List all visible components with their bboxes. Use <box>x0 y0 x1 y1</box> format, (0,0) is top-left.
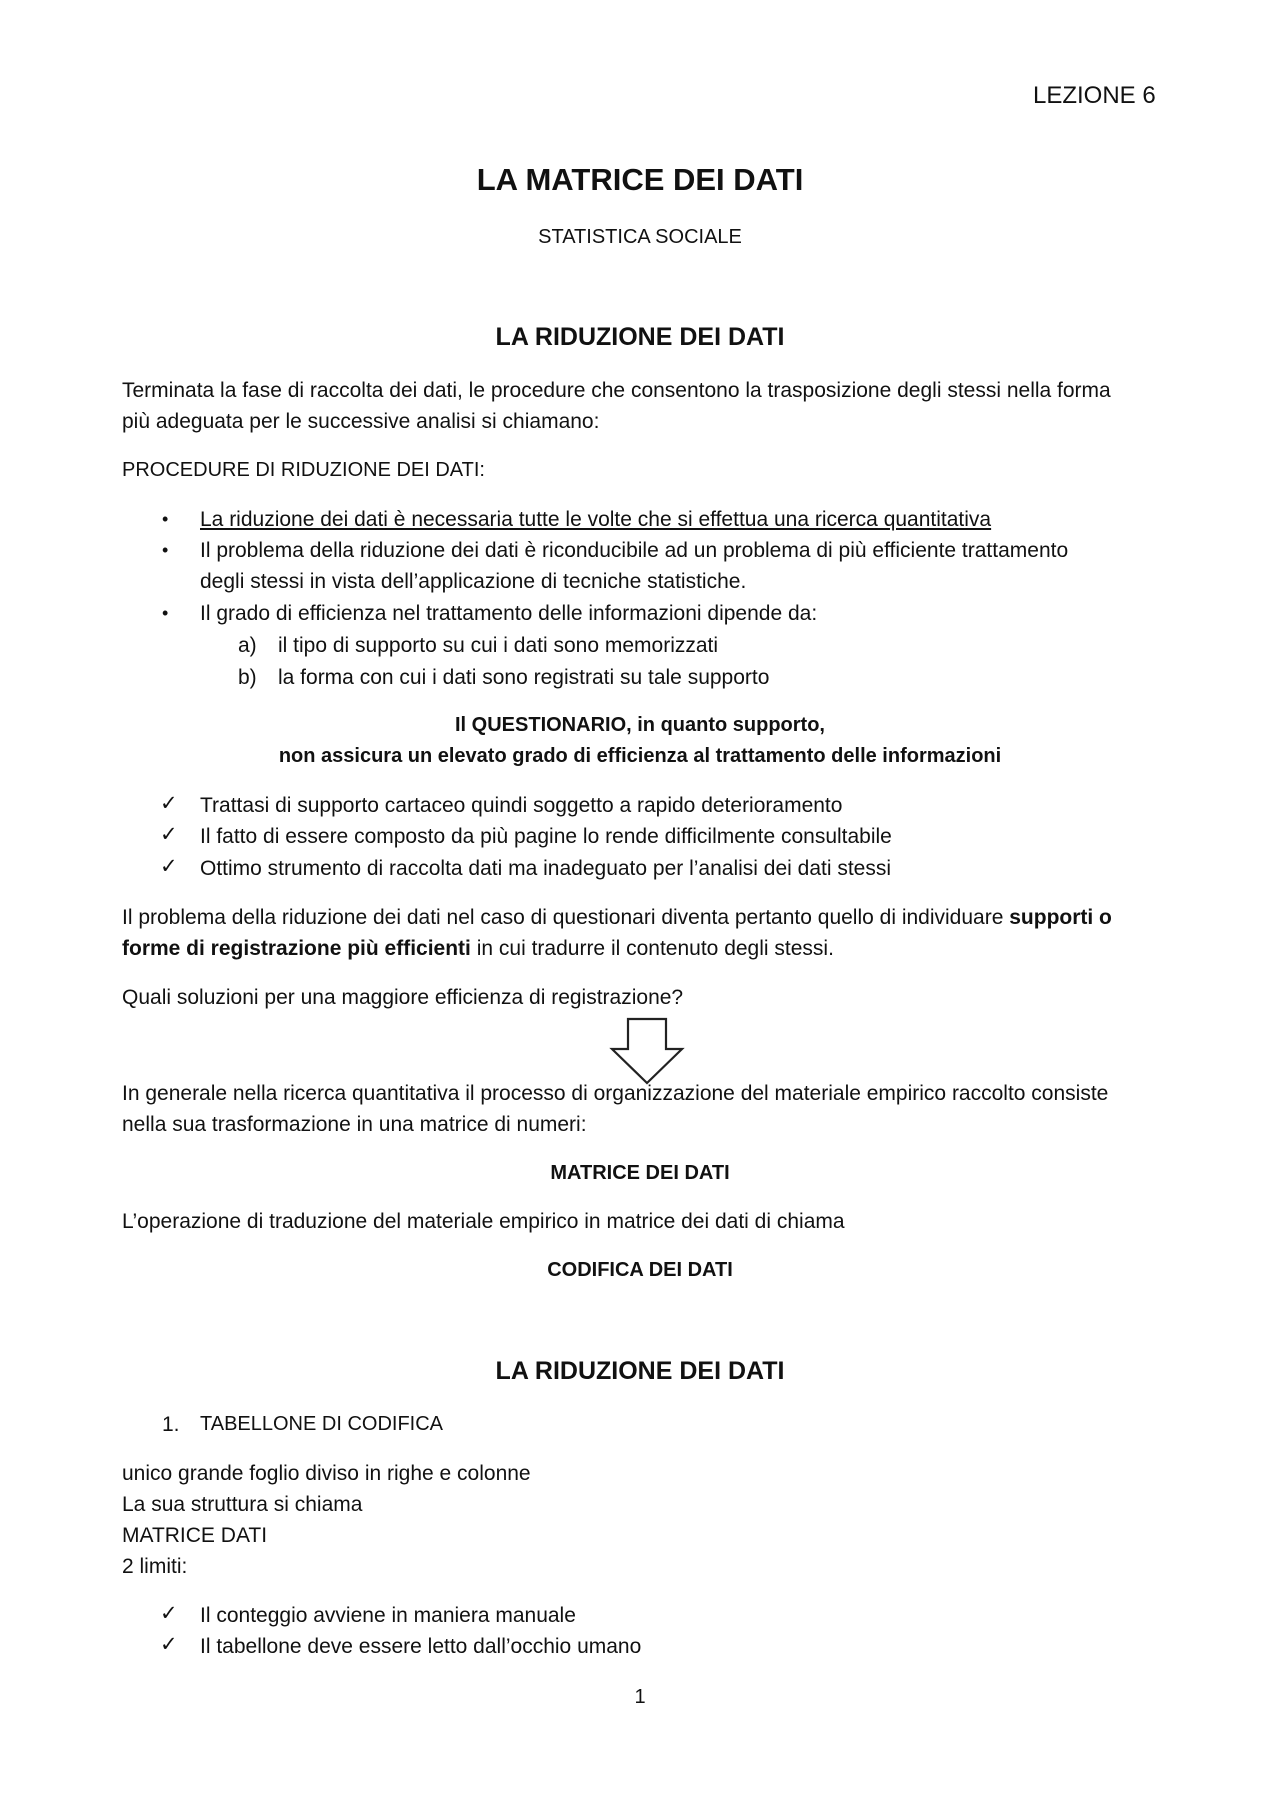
list-number: 1. <box>162 1413 180 1436</box>
bullet-item: Il grado di efficienza nel trattamento delle informazioni dipende da: <box>200 602 818 625</box>
problem-text: Il problema della riduzione dei dati nel caso di questionari diventa pertanto quello di individuare <box>122 906 1010 929</box>
general-text: In generale nella ricerca quantitativa il processo di organizzazione del materiale empirico raccolto consiste <box>122 1082 1109 1105</box>
description-line: 2 limiti: <box>122 1555 188 1578</box>
check-icon: ✓ <box>160 823 178 846</box>
bullet-icon: • <box>162 603 169 623</box>
questionario-statement: Il QUESTIONARIO, in quanto supporto, <box>455 714 825 736</box>
intro-text: Terminata la fase di raccolta dei dati, le procedure che consentono la trasposizione degli stessi nella forma <box>122 379 1111 402</box>
section-heading: LA RIDUZIONE DEI DATI <box>495 1357 785 1385</box>
check-item: Il fatto di essere composto da più pagine lo rende difficilmente consultabile <box>200 825 892 848</box>
check-item: Il conteggio avviene in maniera manuale <box>200 1604 576 1627</box>
problem-emphasis: supporti o <box>1009 906 1112 929</box>
problem-paragraph <box>122 933 834 964</box>
page-subtitle: STATISTICA SOCIALE <box>538 226 742 248</box>
check-icon: ✓ <box>160 1602 178 1625</box>
section-heading: LA RIDUZIONE DEI DATI <box>495 323 785 351</box>
check-item: Trattasi di supporto cartaceo quindi soggetto a rapido deterioramento <box>200 794 843 817</box>
bullet-icon: • <box>162 509 169 529</box>
bullet-item: La riduzione dei dati è necessaria tutte le volte che si effettua una ricerca quantitativa <box>200 508 992 531</box>
check-icon: ✓ <box>160 855 178 878</box>
description-line: MATRICE DATI <box>122 1524 268 1547</box>
problem-emphasis: forme di registrazione più efficienti <box>122 937 471 960</box>
question-text: Quali soluzioni per una maggiore efficienza di registrazione? <box>122 986 684 1009</box>
operation-text: L’operazione di traduzione del materiale empirico in matrice dei dati di chiama <box>122 1210 845 1233</box>
problem-text: in cui tradurre il contenuto degli stessi. <box>470 937 834 960</box>
down-arrow-icon <box>608 1017 686 1087</box>
bullet-item: Il problema della riduzione dei dati è riconducibile ad un problema di più efficiente trattamento <box>200 539 1069 562</box>
questionario-statement: non assicura un elevato grado di efficienza al trattamento delle informazioni <box>278 745 1002 767</box>
lesson-label: LEZIONE 6 <box>1033 82 1156 109</box>
description-line: La sua struttura si chiama <box>122 1493 363 1516</box>
sub-item: la forma con cui i dati sono registrati su tale supporto <box>278 666 770 689</box>
page-number: 1 <box>634 1686 646 1708</box>
sub-item-marker: a) <box>238 634 257 657</box>
page-title: LA MATRICE DEI DATI <box>476 162 804 197</box>
general-text: nella sua trasformazione in una matrice di numeri: <box>122 1113 587 1136</box>
sub-item: il tipo di supporto su cui i dati sono memorizzati <box>278 634 719 657</box>
matrice-label: MATRICE DEI DATI <box>550 1162 730 1184</box>
intro-text: più adeguata per le successive analisi si chiamano: <box>122 410 600 433</box>
bullet-icon: • <box>162 540 169 560</box>
list-item-title: TABELLONE DI CODIFICA <box>200 1413 444 1435</box>
bullet-item-continuation: degli stessi in vista dell’applicazione di tecniche statistiche. <box>200 570 747 593</box>
codifica-label: CODIFICA DEI DATI <box>547 1259 733 1281</box>
problem-paragraph <box>122 902 1112 933</box>
procedures-label: PROCEDURE DI RIDUZIONE DEI DATI: <box>122 459 485 481</box>
check-icon: ✓ <box>160 1633 178 1656</box>
check-icon: ✓ <box>160 792 178 815</box>
sub-item-marker: b) <box>238 666 257 689</box>
check-item: Il tabellone deve essere letto dall’occhio umano <box>200 1635 642 1658</box>
description-line: unico grande foglio diviso in righe e colonne <box>122 1462 531 1485</box>
check-item: Ottimo strumento di raccolta dati ma inadeguato per l’analisi dei dati stessi <box>200 857 892 880</box>
